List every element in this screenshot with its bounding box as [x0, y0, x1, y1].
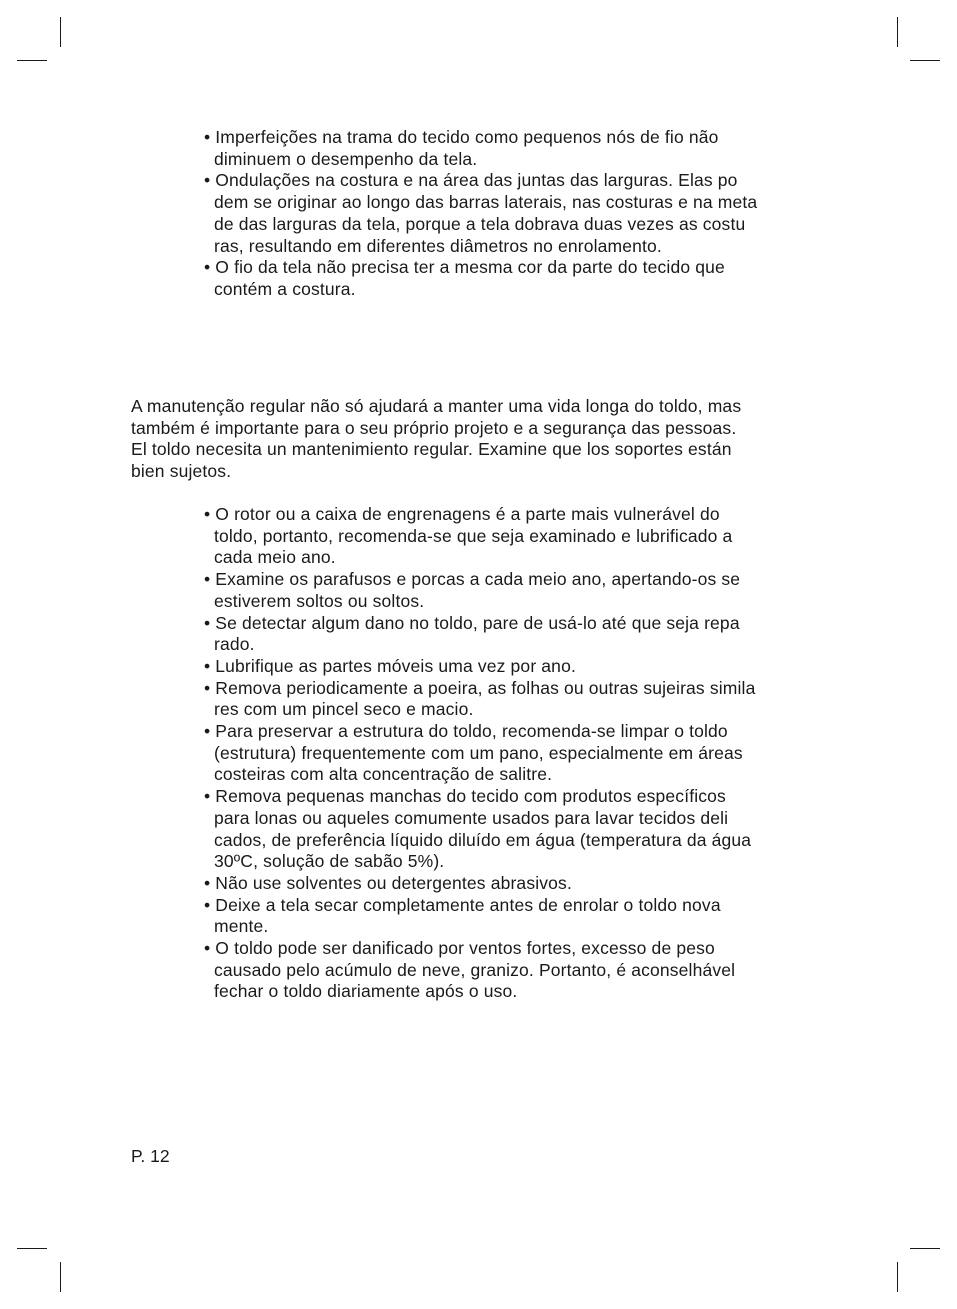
paragraph-line: também é importante para o seu próprio projeto e a segurança das pessoas. — [131, 417, 737, 438]
page-number: P. 12 — [131, 1146, 170, 1166]
crop-mark-top-right-horizontal — [910, 60, 940, 61]
list-item-line: cada meio ano. — [214, 547, 336, 568]
crop-mark-bottom-left-horizontal — [17, 1248, 47, 1249]
list-item-line: • Para preservar a estrutura do toldo, recomenda-se limpar o toldo — [204, 721, 728, 741]
list-item-line: mente. — [214, 916, 269, 937]
list-item-line: fechar o toldo diariamente após o uso. — [214, 981, 518, 1002]
list-item-line: rado. — [214, 634, 255, 655]
list-item-line: • Deixe a tela secar completamente antes de enrolar o toldo nova — [204, 894, 721, 915]
list-item-line: dem se originar ao longo das barras laterais, nas costuras e na meta — [214, 192, 758, 213]
list-item-line: • Lubrifique as partes móveis uma vez por ano. — [204, 655, 576, 676]
list-item-line: • O rotor ou a caixa de engrenagens é a parte mais vulnerável do — [204, 504, 720, 524]
list-item-line: estiverem soltos ou soltos. — [214, 590, 425, 611]
list-item-line: para lonas ou aqueles comumente usados para lavar tecidos deli — [214, 807, 729, 828]
list-item-line: toldo, portanto, recomenda-se que seja examinado e lubrificado a — [214, 525, 733, 546]
paragraph-line: El toldo necesita un mantenimiento regular. Examine que los soportes están — [131, 439, 732, 460]
paragraph-line: A manutenção regular não só ajudará a manter uma vida longa do toldo, mas — [131, 396, 742, 416]
list-item-line: • O toldo pode ser danificado por ventos fortes, excesso de peso — [204, 938, 715, 958]
list-item-line: cados, de preferência líquido diluído em água (temperatura da água — [214, 829, 752, 850]
list-item-line: diminuem o desempenho da tela. — [214, 148, 478, 169]
list-item-line: • Se detectar algum dano no toldo, pare de usá-lo até que seja repa — [204, 612, 740, 633]
list-item-line: costeiras com alta concentração de salitre. — [214, 764, 553, 785]
list-item-line: • Remova pequenas manchas do tecido com produtos específicos — [204, 786, 726, 807]
crop-mark-top-left-vertical — [60, 17, 61, 47]
list-item-line: causado pelo acúmulo de neve, granizo. Portanto, é aconselhável — [214, 959, 736, 980]
list-item-line: 30ºC, solução de sabão 5%). — [214, 851, 445, 872]
list-item-line: • Imperfeições na trama do tecido como pequenos nós de fio não — [204, 127, 719, 147]
list-item-line: ras, resultando em diferentes diâmetros no enrolamento. — [214, 235, 662, 256]
crop-mark-bottom-left-vertical — [60, 1262, 61, 1292]
list-item-line: (estrutura) frequentemente com um pano, especialmente em áreas — [214, 742, 743, 763]
list-item-line: • Não use solventes ou detergentes abrasivos. — [204, 872, 572, 893]
crop-mark-top-right-vertical — [897, 17, 898, 47]
list-item-line: de das larguras da tela, porque a tela dobrava duas vezes as costu — [214, 213, 746, 234]
list-item-line: • Examine os parafusos e porcas a cada meio ano, apertando-os se — [204, 569, 741, 590]
list-item-line: • Remova periodicamente a poeira, as folhas ou outras sujeiras simila — [204, 677, 756, 698]
list-item-line: • O fio da tela não precisa ter a mesma cor da parte do tecido que — [204, 257, 725, 278]
crop-mark-top-left-horizontal — [17, 60, 47, 61]
list-item-line: contém a costura. — [214, 278, 356, 299]
list-item-line: res com um pincel seco e macio. — [214, 699, 474, 720]
crop-mark-bottom-right-vertical — [897, 1262, 898, 1292]
crop-mark-bottom-right-horizontal — [910, 1248, 940, 1249]
paragraph-line: bien sujetos. — [131, 461, 232, 482]
list-item-line: • Ondulações na costura e na área das juntas das larguras. Elas po — [204, 170, 738, 191]
